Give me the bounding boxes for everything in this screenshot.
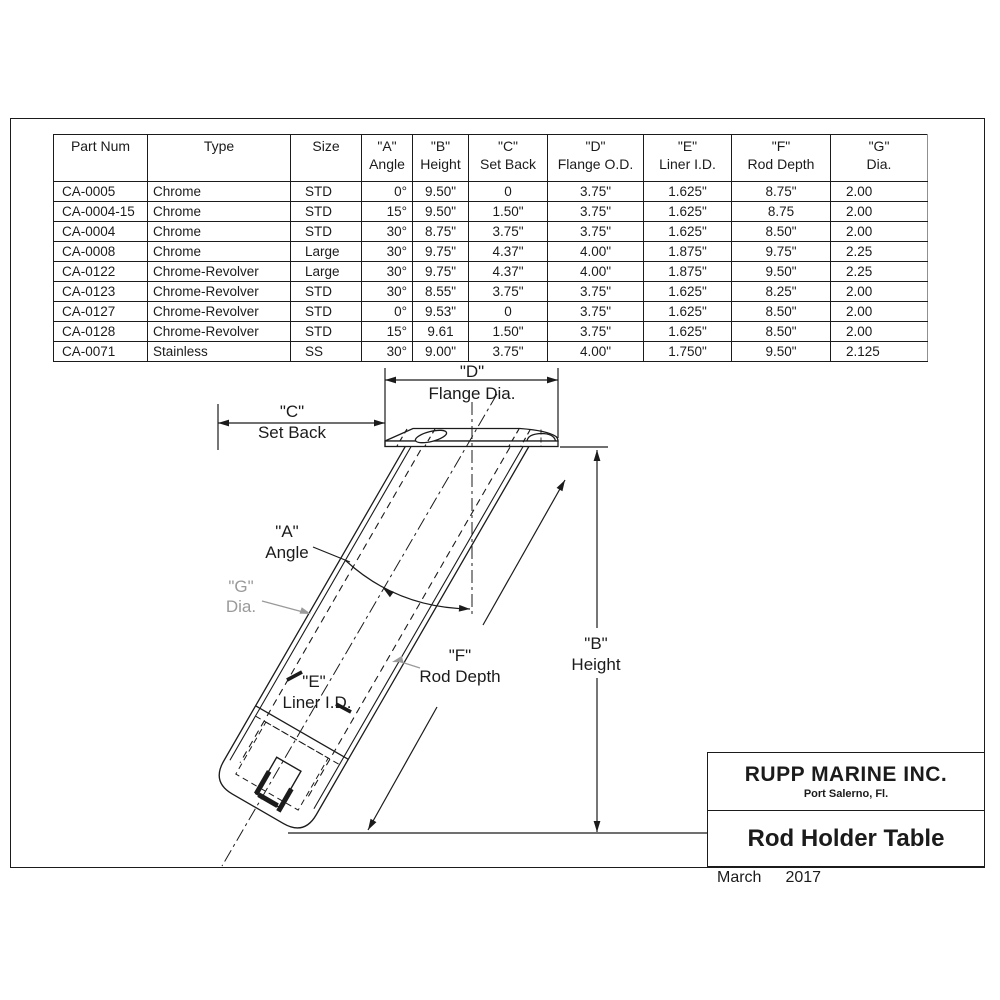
table-cell: 4.00" — [548, 262, 644, 282]
table-cell: 2.00 — [831, 282, 928, 302]
table-cell: STD — [291, 222, 362, 242]
arrow-b-top — [594, 450, 601, 461]
table-header-cell: "G" Dia. — [831, 135, 928, 182]
label-d-letter: "D" — [459, 362, 485, 381]
table-header-cell: "C" Set Back — [469, 135, 548, 182]
table-cell: CA-0128 — [54, 322, 148, 342]
table-cell: 2.25 — [831, 262, 928, 282]
table-cell: 1.625" — [644, 222, 732, 242]
dim-g-leader — [262, 601, 303, 612]
label-e-letter: "E" — [302, 672, 326, 691]
table-cell: 8.75 — [732, 202, 831, 222]
table-cell: Chrome-Revolver — [148, 282, 291, 302]
table-cell: Chrome — [148, 222, 291, 242]
title-block — [707, 752, 985, 867]
company-name: RUPP MARINE INC. — [744, 763, 948, 786]
table-cell: 8.50" — [732, 322, 831, 342]
table-cell: Chrome — [148, 242, 291, 262]
company-location: Port Salerno, Fl. — [803, 788, 889, 800]
table-cell: CA-0005 — [54, 182, 148, 202]
label-c-letter: "C" — [279, 402, 305, 421]
arrow-c-right — [374, 420, 385, 427]
label-b-name: Height — [571, 655, 621, 674]
table-cell: STD — [291, 182, 362, 202]
table-cell: 8.75" — [732, 182, 831, 202]
table-cell: 1.625" — [644, 282, 732, 302]
table-cell: 4.37" — [469, 242, 548, 262]
table-cell: 15° — [362, 202, 413, 222]
tube-axis-centerline — [222, 394, 497, 866]
table-cell: 8.75" — [413, 222, 469, 242]
table-cell: 1.50" — [469, 322, 548, 342]
drawing-date — [717, 869, 821, 887]
table-cell: CA-0122 — [54, 262, 148, 282]
table-header-cell: "D" Flange O.D. — [548, 135, 644, 182]
arrow-f-top — [557, 478, 568, 491]
table-cell: 2.00 — [831, 322, 928, 342]
table-cell: CA-0127 — [54, 302, 148, 322]
table-cell: 2.125 — [831, 342, 928, 362]
table-cell: 9.75" — [732, 242, 831, 262]
table-cell: 0 — [469, 182, 548, 202]
table-cell: 1.875" — [644, 262, 732, 282]
table-cell: STD — [291, 302, 362, 322]
table-cell: 2.00 — [831, 182, 928, 202]
label-f-letter: "F" — [448, 646, 472, 665]
table-cell: 4.00" — [548, 342, 644, 362]
table-cell: 9.50" — [732, 342, 831, 362]
dim-f-line-lower — [368, 707, 437, 830]
table-cell: CA-0004 — [54, 222, 148, 242]
table-cell: 9.50" — [413, 202, 469, 222]
table-cell: 2.00 — [831, 202, 928, 222]
arrow-a-arc-right — [459, 605, 470, 613]
drawing-title: Rod Holder Table — [747, 824, 945, 852]
label-d-name: Flange Dia. — [428, 384, 516, 403]
table-cell: 30° — [362, 282, 413, 302]
table-cell: 4.00" — [548, 242, 644, 262]
table-cell: SS — [291, 342, 362, 362]
table-cell: STD — [291, 202, 362, 222]
table-cell: 4.37" — [469, 262, 548, 282]
table-cell: 30° — [362, 242, 413, 262]
table-cell: 9.50" — [413, 182, 469, 202]
table-cell: 9.00" — [413, 342, 469, 362]
table-cell: 1.625" — [644, 202, 732, 222]
table-cell: CA-0008 — [54, 242, 148, 262]
label-b-letter: "B" — [584, 634, 608, 653]
table-cell: 1.750" — [644, 342, 732, 362]
label-g-name: Dia. — [225, 597, 257, 616]
table-cell: 9.50" — [732, 262, 831, 282]
arrow-b-bottom — [594, 821, 601, 832]
label-c-name: Set Back — [257, 423, 327, 442]
table-cell: 8.25" — [732, 282, 831, 302]
table-cell: Stainless — [148, 342, 291, 362]
table-cell: 3.75" — [548, 182, 644, 202]
date-year: 2017 — [785, 869, 822, 886]
table-header-cell: Type — [148, 135, 291, 182]
table-header-cell: Size — [291, 135, 362, 182]
label-a-letter: "A" — [275, 522, 299, 541]
table-cell: 8.50" — [732, 302, 831, 322]
table-cell: 3.75" — [548, 202, 644, 222]
table-cell: Large — [291, 242, 362, 262]
tube-outer-wall — [212, 385, 534, 835]
table-header-cell: Part Num — [54, 135, 148, 182]
table-cell: CA-0071 — [54, 342, 148, 362]
table-cell: 30° — [362, 342, 413, 362]
arrow-d-right — [547, 377, 558, 384]
table-cell: 1.50" — [469, 202, 548, 222]
table-header-cell: "E" Liner I.D. — [644, 135, 732, 182]
table-cell: 15° — [362, 322, 413, 342]
table-cell: 3.75" — [548, 282, 644, 302]
table-cell: 9.75" — [413, 242, 469, 262]
table-cell: 3.75" — [469, 282, 548, 302]
table-cell: CA-0123 — [54, 282, 148, 302]
table-cell: 3.75" — [469, 222, 548, 242]
table-cell: Chrome-Revolver — [148, 322, 291, 342]
table-header-cell: "F" Rod Depth — [732, 135, 831, 182]
table-cell: 0 — [469, 302, 548, 322]
label-e-name: Liner I.D. — [282, 693, 352, 712]
table-cell: 9.53" — [413, 302, 469, 322]
table-cell: 1.875" — [644, 242, 732, 262]
date-month: March — [717, 869, 762, 886]
table-cell: Large — [291, 262, 362, 282]
arrow-c-left — [218, 420, 229, 427]
label-a-name: Angle — [265, 543, 309, 562]
table-header-cell: "B" Height — [413, 135, 469, 182]
table-cell: 3.75" — [548, 222, 644, 242]
table-cell: 8.55" — [413, 282, 469, 302]
table-cell: 3.75" — [548, 302, 644, 322]
table-cell: 0° — [362, 182, 413, 202]
arrow-d-left — [385, 377, 396, 384]
table-cell: 8.50" — [732, 222, 831, 242]
table-cell: 30° — [362, 222, 413, 242]
label-f-name: Rod Depth — [419, 667, 501, 686]
table-cell: 3.75" — [469, 342, 548, 362]
table-cell: CA-0004-15 — [54, 202, 148, 222]
table-header-cell: "A" Angle — [362, 135, 413, 182]
label-g-letter: "G" — [228, 577, 254, 596]
table-cell: Chrome — [148, 182, 291, 202]
table-cell: 2.00 — [831, 222, 928, 242]
table-cell: 2.25 — [831, 242, 928, 262]
table-cell: 1.625" — [644, 322, 732, 342]
table-cell: 3.75" — [548, 322, 644, 342]
table-cell: 9.61 — [413, 322, 469, 342]
rod-holder-tube — [212, 385, 534, 835]
table-cell: 30° — [362, 262, 413, 282]
table-cell: Chrome — [148, 202, 291, 222]
title-block-title-section — [708, 811, 984, 866]
table-cell: STD — [291, 322, 362, 342]
arrow-f-bottom — [365, 819, 376, 832]
table-cell: 1.625" — [644, 302, 732, 322]
table-cell: 9.75" — [413, 262, 469, 282]
centerlines — [222, 394, 497, 866]
table-cell: STD — [291, 282, 362, 302]
table-cell: 2.00 — [831, 302, 928, 322]
table-cell: Chrome-Revolver — [148, 262, 291, 282]
table-cell: 1.625" — [644, 182, 732, 202]
table-cell: Chrome-Revolver — [148, 302, 291, 322]
title-block-company-section — [708, 753, 984, 811]
table-cell: 0° — [362, 302, 413, 322]
